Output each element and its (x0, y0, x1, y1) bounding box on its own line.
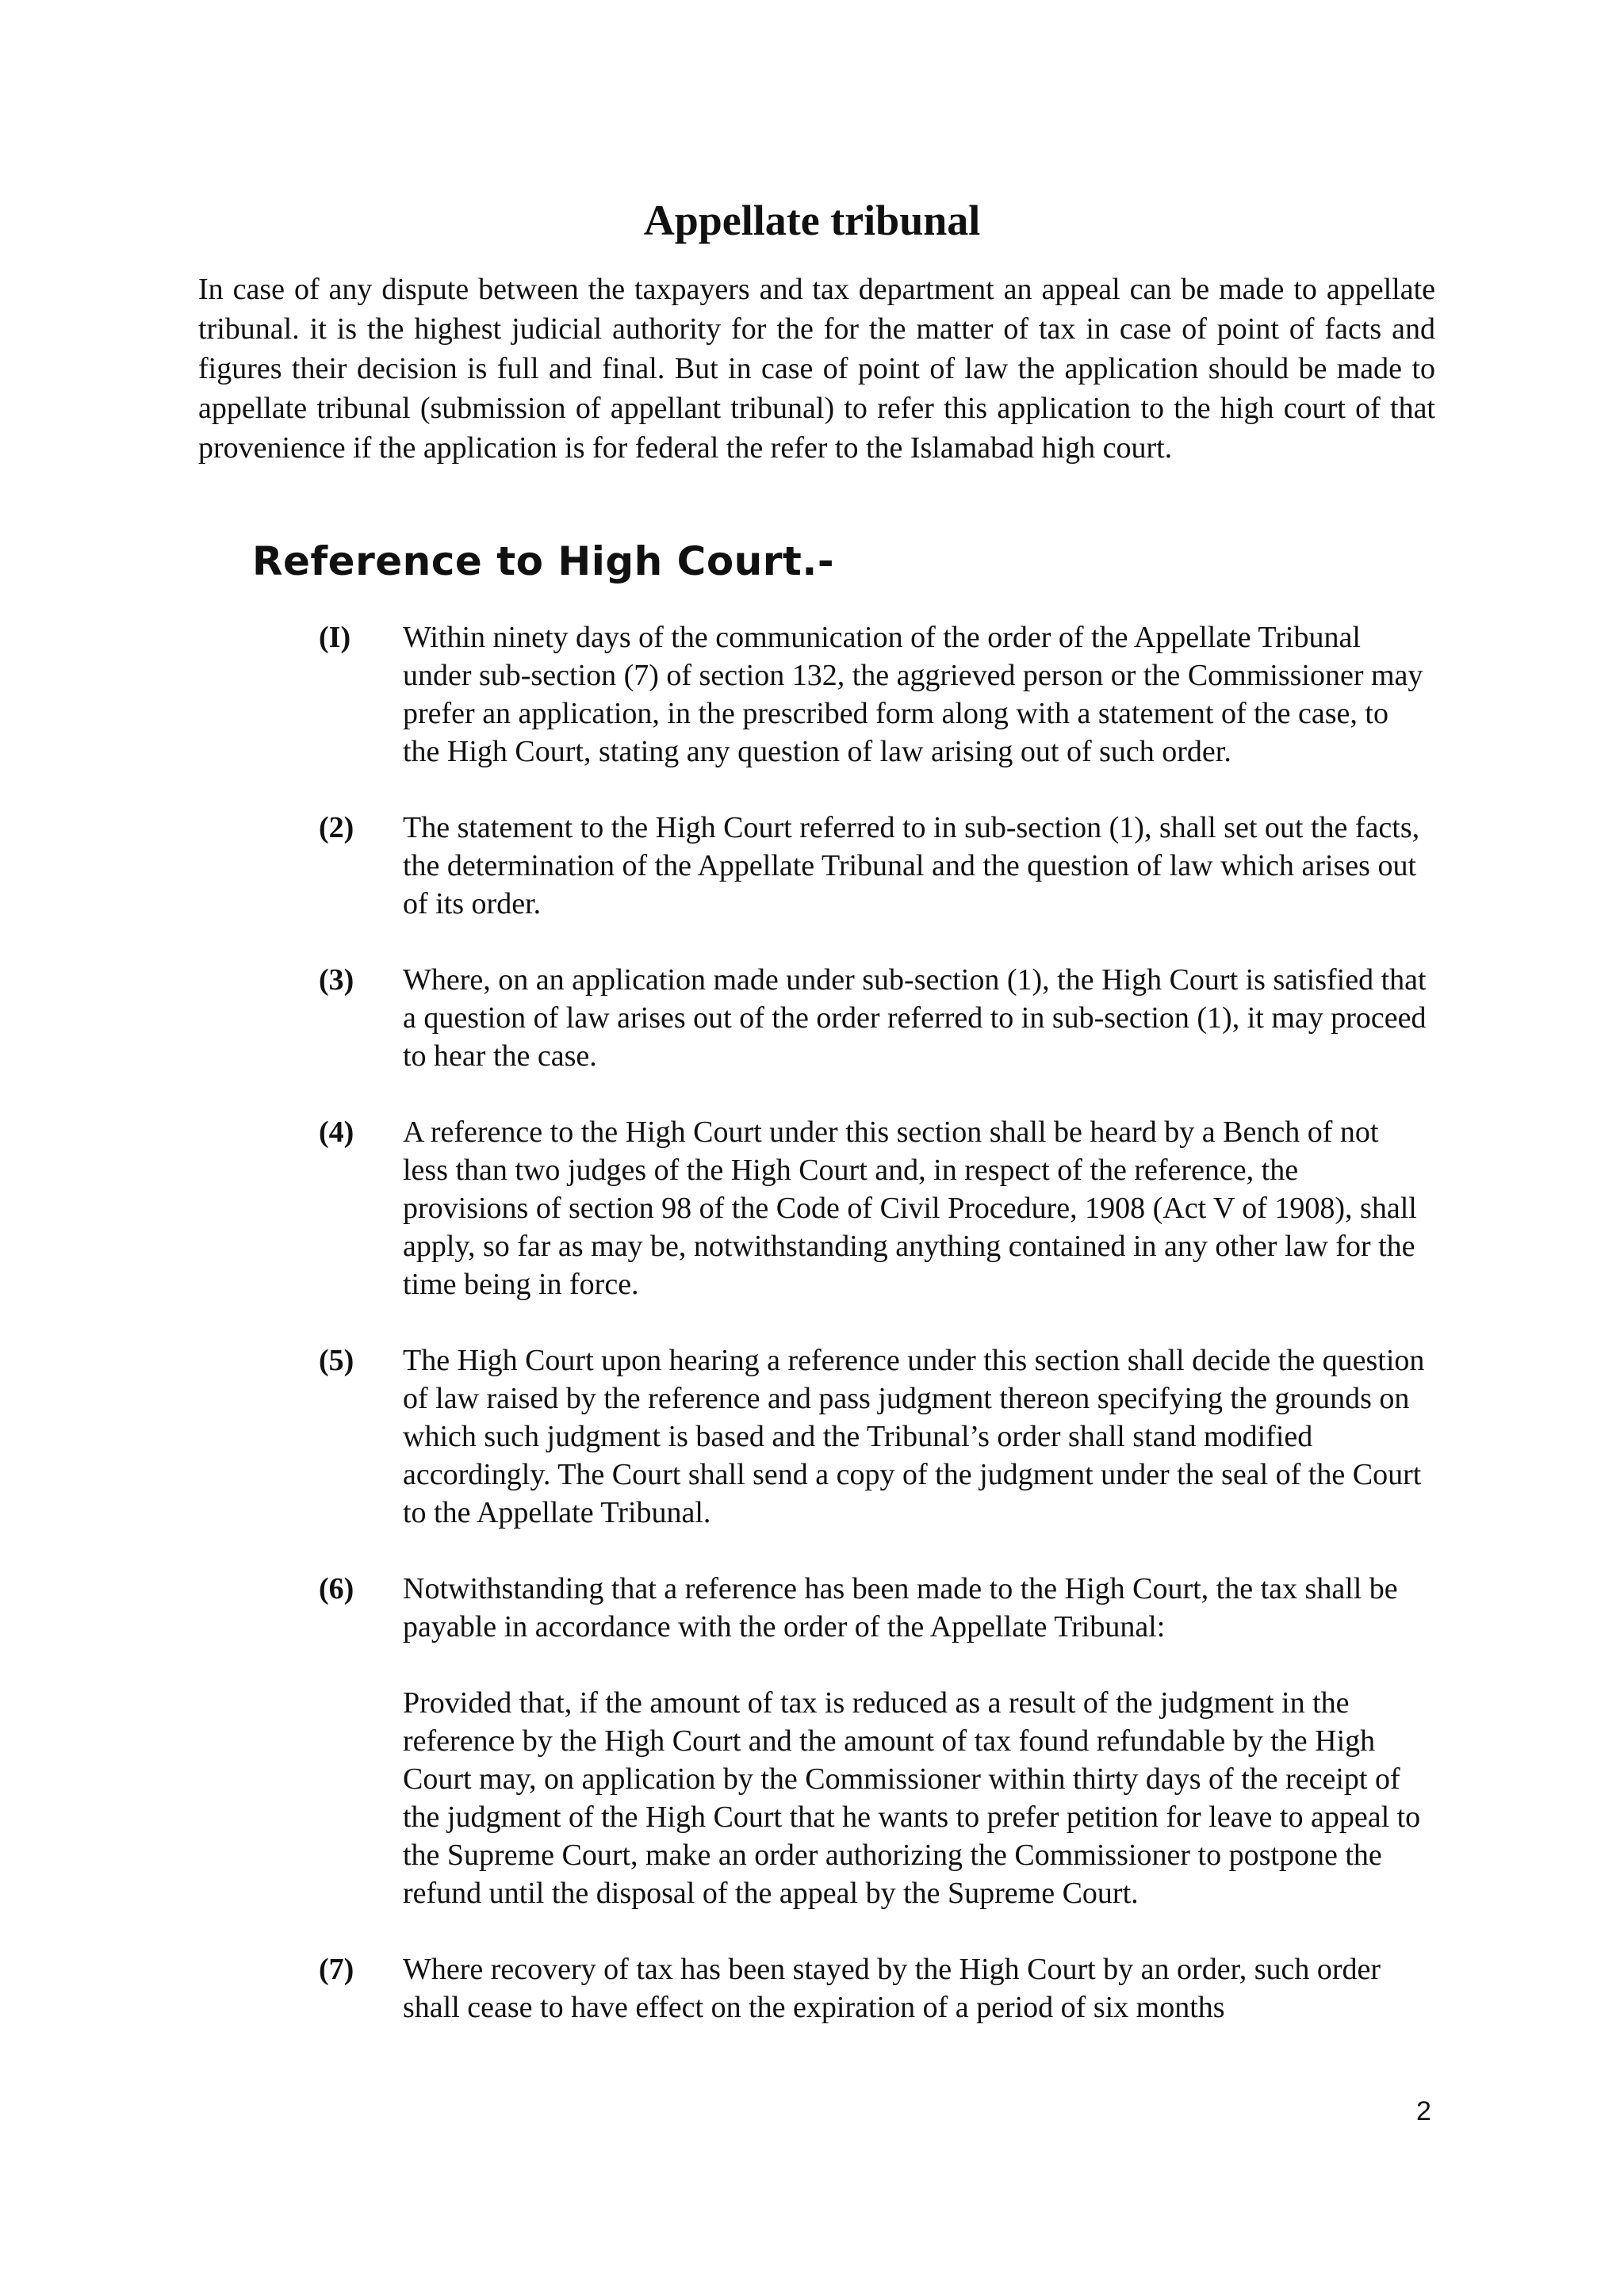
clause-item (319, 1570, 1429, 1912)
clause-number: (6) (319, 1572, 354, 1605)
clause-text: The statement to the High Court referred to in sub-section (1), shall set out the facts, the determination of the Appellate Tribunal and the question of law which arises out of its order. (403, 811, 1420, 920)
clause-list (319, 618, 1429, 2064)
clause-item (319, 618, 1429, 771)
clause-text: Within ninety days of the communication of the order of the Appellate Tribunal under sub-section (7) of section 132, the aggrieved person or the Commissioner may prefer an application, in the prescribed form along with a statement of the case, to the High Court, stating any question of law arising out of such order. (403, 621, 1423, 768)
clause-text: The High Court upon hearing a reference under this section shall decide the question of law raised by the reference and pass judgment thereon specifying the grounds on which such judgment is based and the Tribunal’s order shall stand modified accordingly. The Court shall send a copy of the judgment under the seal of the Court to the Appellate Tribunal. (403, 1344, 1425, 1529)
intro-paragraph: In case of any dispute between the taxpayers and tax department an appeal can be made to appellate tribunal. it is the highest judicial authority for the for the matter of tax in case of point of facts and figures their decision is full and final. But in case of point of law the application should be made to appellate tribunal (submission of appellant tribunal) to refer this application to the high court of that provenience if the application is for federal the refer to the Islamabad high court. (198, 273, 1435, 465)
clause-text: Where recovery of tax has been stayed by the High Court by an order, such order shall cease to have effect on the expiration of a period of six months (403, 1953, 1381, 2024)
clause-item (319, 1113, 1429, 1303)
clause-text: A reference to the High Court under this section shall be heard by a Bench of not less than two judges of the High Court and, in respect of the reference, the provisions of section 98 of the Code of Civil Procedure, 1908 (Act V of 1908), shall apply, so far as may be, notwithstanding anything contained in any other law for the time being in force. (403, 1115, 1417, 1301)
clause-number: (4) (319, 1115, 354, 1149)
page-title: Appellate tribunal (643, 197, 981, 244)
clause-number: (7) (319, 1953, 354, 1986)
clause-item (319, 961, 1429, 1075)
clause-item (319, 1950, 1429, 2026)
clause-item (319, 1341, 1429, 1532)
clause-number: (2) (319, 811, 354, 844)
clause-number: (I) (319, 621, 351, 654)
clause-text: Notwithstanding that a reference has been made to the High Court, the tax shall be payable in accordance with the order of the Appellate Tribunal: (403, 1572, 1398, 1644)
clause-number: (3) (319, 963, 354, 997)
section-heading: Reference to High Court.- (252, 538, 835, 584)
clause-proviso: Provided that, if the amount of tax is reduced as a result of the judgment in the reference by the High Court and the amount of tax found refundable by the High Court may, on application by the Commissioner within thirty days of the receipt of the judgment of the High Court that he wants to prefer petition for leave to appeal to the Supreme Court, make an order authorizing the Commissioner to postpone the refund until the disposal of the appeal by the Supreme Court. (403, 1686, 1421, 1910)
page-number: 2 (1416, 2096, 1431, 2126)
clause-item (319, 809, 1429, 923)
clause-number: (5) (319, 1344, 354, 1377)
clause-text: Where, on an application made under sub-section (1), the High Court is satisfied that a question of law arises out of the order referred to in sub-section (1), it may proceed to hear the case. (403, 963, 1427, 1073)
